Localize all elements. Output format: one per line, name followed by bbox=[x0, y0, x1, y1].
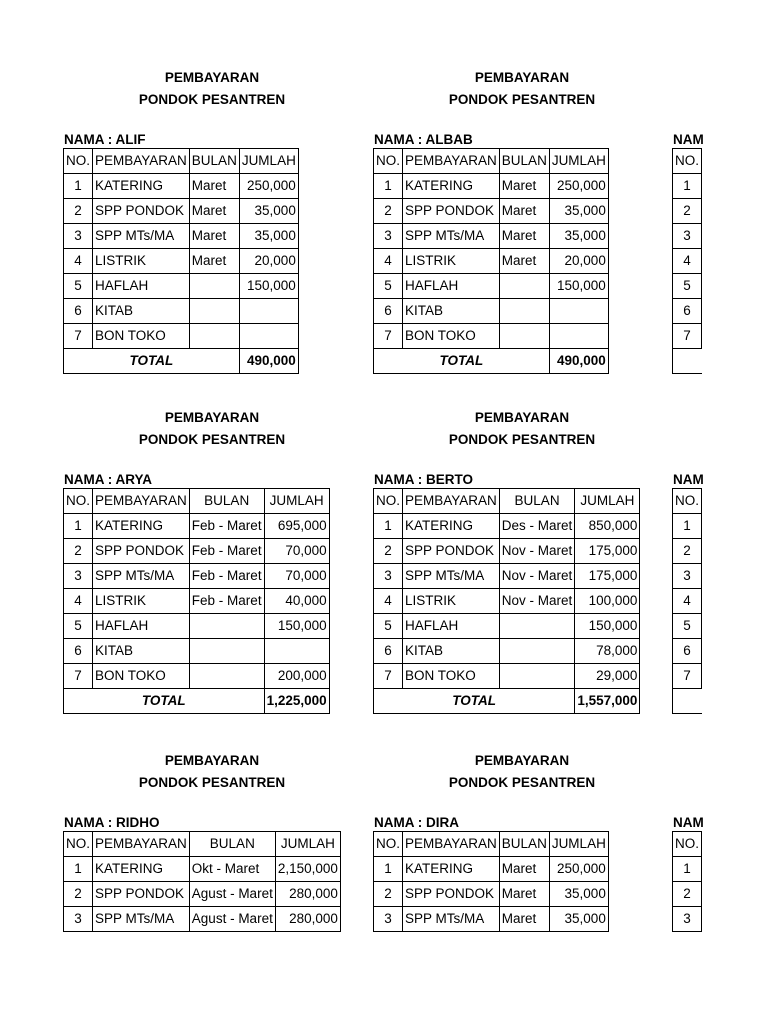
row-jumlah: 695,000 bbox=[264, 514, 329, 539]
partial-header-row bbox=[673, 489, 702, 514]
row-no: 1 bbox=[64, 857, 93, 882]
row-no: 3 bbox=[64, 907, 93, 932]
table-row bbox=[374, 199, 609, 224]
row-bulan bbox=[499, 299, 549, 324]
row-jumlah bbox=[549, 299, 608, 324]
row-jumlah: 20,000 bbox=[549, 249, 608, 274]
row-item: HAFLAH bbox=[93, 614, 190, 639]
table-row bbox=[64, 882, 341, 907]
table-row bbox=[374, 857, 609, 882]
total-label: TOTAL bbox=[374, 689, 575, 714]
card-title-line1: PEMBAYARAN bbox=[474, 753, 570, 768]
row-no: 3 bbox=[374, 564, 403, 589]
row-jumlah: 40,000 bbox=[264, 589, 329, 614]
partial-row bbox=[673, 514, 702, 539]
table-row bbox=[374, 589, 640, 614]
row-jumlah: 250,000 bbox=[549, 857, 608, 882]
table-row bbox=[64, 324, 299, 349]
row-jumlah: 280,000 bbox=[275, 907, 340, 932]
row-jumlah: 70,000 bbox=[264, 539, 329, 564]
row-no: 2 bbox=[374, 539, 403, 564]
row-item: SPP MTs/MA bbox=[93, 907, 190, 932]
card-title-line2: PONDOK PESANTREN bbox=[448, 92, 596, 107]
row-bulan bbox=[189, 324, 239, 349]
row-item: SPP MTs/MA bbox=[93, 564, 190, 589]
partial-row bbox=[673, 882, 702, 907]
row-no: 6 bbox=[64, 299, 93, 324]
partial-header-no: NO. bbox=[673, 489, 702, 514]
partial-row bbox=[673, 857, 702, 882]
row-bulan: Maret bbox=[189, 199, 239, 224]
row-item: HAFLAH bbox=[403, 614, 500, 639]
total-label: TOTAL bbox=[64, 689, 265, 714]
partial-column bbox=[672, 488, 698, 714]
total-row bbox=[64, 349, 299, 374]
table-row bbox=[374, 539, 640, 564]
col-header-jumlah: JUMLAH bbox=[264, 489, 329, 514]
row-jumlah: 35,000 bbox=[239, 199, 298, 224]
row-no: 7 bbox=[374, 324, 403, 349]
col-header-jumlah: JUMLAH bbox=[549, 832, 608, 857]
row-no: 7 bbox=[64, 324, 93, 349]
table-row bbox=[374, 882, 609, 907]
table-row bbox=[64, 249, 299, 274]
row-item: BON TOKO bbox=[93, 664, 190, 689]
partial-row-no: 1 bbox=[673, 514, 702, 539]
partial-header-no: NO. bbox=[673, 832, 702, 857]
row-jumlah: 35,000 bbox=[549, 224, 608, 249]
row-no: 3 bbox=[64, 224, 93, 249]
row-bulan: Maret bbox=[499, 249, 549, 274]
col-header-pembayaran: PEMBAYARAN bbox=[403, 832, 500, 857]
row-no: 5 bbox=[64, 614, 93, 639]
partial-header-row bbox=[673, 832, 702, 857]
partial-name-label: NAM bbox=[673, 815, 704, 830]
row-no: 6 bbox=[64, 639, 93, 664]
card-title-line1: PEMBAYARAN bbox=[164, 70, 260, 85]
card-title-line2: PONDOK PESANTREN bbox=[138, 432, 286, 447]
col-header-bulan: BULAN bbox=[189, 149, 239, 174]
row-no: 2 bbox=[374, 882, 403, 907]
payment-table bbox=[63, 488, 330, 714]
row-item: HAFLAH bbox=[93, 274, 190, 299]
partial-header-row bbox=[673, 149, 702, 174]
row-jumlah: 150,000 bbox=[239, 274, 298, 299]
table-row bbox=[64, 174, 299, 199]
row-item: BON TOKO bbox=[403, 324, 500, 349]
row-no: 4 bbox=[374, 249, 403, 274]
row-bulan: Okt - Maret bbox=[189, 857, 275, 882]
total-row bbox=[64, 689, 330, 714]
row-jumlah: 2,150,000 bbox=[275, 857, 340, 882]
student-name: NAMA : ALBAB bbox=[374, 132, 473, 147]
row-item: SPP MTs/MA bbox=[403, 224, 500, 249]
partial-column bbox=[672, 148, 698, 374]
partial-row-no: 2 bbox=[673, 199, 702, 224]
row-item: KATERING bbox=[403, 514, 500, 539]
card-title-line2: PONDOK PESANTREN bbox=[138, 775, 286, 790]
table-row bbox=[64, 224, 299, 249]
partial-row bbox=[673, 589, 702, 614]
row-bulan: Feb - Maret bbox=[189, 564, 264, 589]
row-item: LISTRIK bbox=[403, 249, 500, 274]
col-header-pembayaran: PEMBAYARAN bbox=[403, 149, 500, 174]
row-no: 4 bbox=[64, 249, 93, 274]
student-name: NAMA : ARYA bbox=[64, 472, 153, 487]
partial-row-no: 2 bbox=[673, 539, 702, 564]
table-row bbox=[64, 299, 299, 324]
partial-row bbox=[673, 539, 702, 564]
partial-total-row bbox=[673, 689, 702, 714]
row-jumlah: 250,000 bbox=[239, 174, 298, 199]
row-jumlah: 850,000 bbox=[575, 514, 640, 539]
row-bulan: Maret bbox=[499, 857, 549, 882]
row-bulan: Maret bbox=[499, 224, 549, 249]
col-header-bulan: BULAN bbox=[499, 832, 549, 857]
row-no: 5 bbox=[374, 614, 403, 639]
row-bulan bbox=[499, 664, 575, 689]
row-no: 2 bbox=[64, 539, 93, 564]
table-row bbox=[374, 299, 609, 324]
row-bulan: Nov - Maret bbox=[499, 564, 575, 589]
row-item: LISTRIK bbox=[403, 589, 500, 614]
table-row bbox=[374, 664, 640, 689]
table-row bbox=[374, 564, 640, 589]
row-no: 5 bbox=[374, 274, 403, 299]
row-jumlah: 35,000 bbox=[549, 882, 608, 907]
table-row bbox=[64, 664, 330, 689]
partial-row bbox=[673, 907, 702, 932]
row-jumlah: 250,000 bbox=[549, 174, 608, 199]
total-row bbox=[374, 689, 640, 714]
table-row bbox=[374, 249, 609, 274]
row-jumlah: 35,000 bbox=[549, 907, 608, 932]
row-jumlah bbox=[264, 639, 329, 664]
partial-row-no: 6 bbox=[673, 299, 702, 324]
row-jumlah: 29,000 bbox=[575, 664, 640, 689]
partial-row bbox=[673, 664, 702, 689]
row-no: 2 bbox=[64, 882, 93, 907]
partial-row-no: 7 bbox=[673, 664, 702, 689]
row-bulan: Maret bbox=[499, 882, 549, 907]
row-item: KATERING bbox=[93, 857, 190, 882]
row-no: 6 bbox=[374, 639, 403, 664]
row-no: 4 bbox=[64, 589, 93, 614]
row-item: KATERING bbox=[93, 174, 190, 199]
partial-row bbox=[673, 199, 702, 224]
table-row bbox=[374, 274, 609, 299]
row-bulan bbox=[189, 299, 239, 324]
table-row bbox=[64, 589, 330, 614]
card-title-line2: PONDOK PESANTREN bbox=[448, 432, 596, 447]
row-item: SPP PONDOK bbox=[93, 882, 190, 907]
total-amount: 490,000 bbox=[549, 349, 608, 374]
partial-row bbox=[673, 324, 702, 349]
row-item: KITAB bbox=[403, 639, 500, 664]
table-row bbox=[374, 639, 640, 664]
row-bulan: Agust - Maret bbox=[189, 907, 275, 932]
partial-row-no: 7 bbox=[673, 324, 702, 349]
row-no: 6 bbox=[374, 299, 403, 324]
row-item: HAFLAH bbox=[403, 274, 500, 299]
table-header-row bbox=[374, 149, 609, 174]
total-amount: 1,557,000 bbox=[575, 689, 640, 714]
row-bulan: Agust - Maret bbox=[189, 882, 275, 907]
col-header-no: NO. bbox=[64, 149, 93, 174]
table-row bbox=[64, 514, 330, 539]
row-no: 3 bbox=[374, 907, 403, 932]
col-header-pembayaran: PEMBAYARAN bbox=[93, 489, 190, 514]
table-row bbox=[64, 199, 299, 224]
partial-row-no: 1 bbox=[673, 174, 702, 199]
row-no: 7 bbox=[64, 664, 93, 689]
partial-name-label: NAM bbox=[673, 132, 704, 147]
row-no: 7 bbox=[374, 664, 403, 689]
row-bulan: Nov - Maret bbox=[499, 539, 575, 564]
row-item: SPP MTs/MA bbox=[403, 564, 500, 589]
row-bulan: Feb - Maret bbox=[189, 514, 264, 539]
row-item: SPP MTs/MA bbox=[93, 224, 190, 249]
row-no: 3 bbox=[64, 564, 93, 589]
partial-total-cell bbox=[673, 689, 702, 714]
partial-row bbox=[673, 299, 702, 324]
row-bulan bbox=[499, 324, 549, 349]
row-jumlah: 175,000 bbox=[575, 564, 640, 589]
col-header-no: NO. bbox=[374, 832, 403, 857]
row-no: 1 bbox=[64, 174, 93, 199]
row-jumlah bbox=[239, 324, 298, 349]
partial-row bbox=[673, 614, 702, 639]
table-row bbox=[374, 907, 609, 932]
table-header-row bbox=[64, 489, 330, 514]
table-row bbox=[64, 614, 330, 639]
payment-table bbox=[373, 488, 640, 714]
partial-column bbox=[672, 831, 698, 932]
partial-row bbox=[673, 564, 702, 589]
row-bulan: Maret bbox=[499, 907, 549, 932]
student-name: NAMA : DIRA bbox=[374, 815, 459, 830]
row-item: KITAB bbox=[93, 639, 190, 664]
row-item: SPP PONDOK bbox=[403, 539, 500, 564]
row-item: SPP PONDOK bbox=[93, 539, 190, 564]
card-title-line1: PEMBAYARAN bbox=[474, 70, 570, 85]
table-row bbox=[64, 564, 330, 589]
row-bulan bbox=[189, 639, 264, 664]
row-bulan bbox=[189, 614, 264, 639]
partial-row-no: 3 bbox=[673, 907, 702, 932]
row-bulan: Maret bbox=[189, 174, 239, 199]
row-bulan: Maret bbox=[189, 249, 239, 274]
col-header-bulan: BULAN bbox=[189, 489, 264, 514]
row-jumlah: 175,000 bbox=[575, 539, 640, 564]
payment-table bbox=[373, 148, 609, 374]
partial-row-no: 6 bbox=[673, 639, 702, 664]
total-label: TOTAL bbox=[374, 349, 550, 374]
table-row bbox=[64, 907, 341, 932]
row-bulan: Maret bbox=[499, 174, 549, 199]
row-item: KITAB bbox=[403, 299, 500, 324]
card-title-line2: PONDOK PESANTREN bbox=[138, 92, 286, 107]
partial-row bbox=[673, 249, 702, 274]
col-header-jumlah: JUMLAH bbox=[275, 832, 340, 857]
table-row bbox=[64, 274, 299, 299]
total-amount: 490,000 bbox=[239, 349, 298, 374]
row-item: SPP PONDOK bbox=[403, 882, 500, 907]
student-name: NAMA : RIDHO bbox=[64, 815, 160, 830]
card-title-line1: PEMBAYARAN bbox=[474, 410, 570, 425]
row-bulan bbox=[499, 639, 575, 664]
col-header-jumlah: JUMLAH bbox=[549, 149, 608, 174]
card-title-line1: PEMBAYARAN bbox=[164, 410, 260, 425]
card-title-line2: PONDOK PESANTREN bbox=[448, 775, 596, 790]
row-no: 2 bbox=[64, 199, 93, 224]
col-header-bulan: BULAN bbox=[499, 149, 549, 174]
row-bulan bbox=[189, 274, 239, 299]
table-row bbox=[374, 514, 640, 539]
card-title-line1: PEMBAYARAN bbox=[164, 753, 260, 768]
partial-row-no: 4 bbox=[673, 589, 702, 614]
row-bulan: Des - Maret bbox=[499, 514, 575, 539]
col-header-jumlah: JUMLAH bbox=[575, 489, 640, 514]
row-no: 4 bbox=[374, 589, 403, 614]
table-row bbox=[374, 224, 609, 249]
partial-row-no: 2 bbox=[673, 882, 702, 907]
partial-row bbox=[673, 224, 702, 249]
row-bulan: Feb - Maret bbox=[189, 539, 264, 564]
col-header-jumlah: JUMLAH bbox=[239, 149, 298, 174]
row-no: 5 bbox=[64, 274, 93, 299]
col-header-no: NO. bbox=[374, 149, 403, 174]
table-header-row bbox=[374, 832, 609, 857]
total-row bbox=[374, 349, 609, 374]
table-row bbox=[374, 324, 609, 349]
table-row bbox=[374, 174, 609, 199]
row-item: LISTRIK bbox=[93, 589, 190, 614]
partial-name-label: NAM bbox=[673, 472, 704, 487]
row-jumlah: 78,000 bbox=[575, 639, 640, 664]
total-amount: 1,225,000 bbox=[264, 689, 329, 714]
row-bulan: Feb - Maret bbox=[189, 589, 264, 614]
partial-header-no: NO. bbox=[673, 149, 702, 174]
row-no: 3 bbox=[374, 224, 403, 249]
row-item: LISTRIK bbox=[93, 249, 190, 274]
partial-total-cell bbox=[673, 349, 702, 374]
row-jumlah: 20,000 bbox=[239, 249, 298, 274]
col-header-bulan: BULAN bbox=[499, 489, 575, 514]
row-item: KATERING bbox=[93, 514, 190, 539]
partial-row bbox=[673, 174, 702, 199]
partial-row-no: 5 bbox=[673, 274, 702, 299]
row-no: 1 bbox=[374, 857, 403, 882]
row-jumlah: 150,000 bbox=[549, 274, 608, 299]
col-header-bulan: BULAN bbox=[189, 832, 275, 857]
row-jumlah: 150,000 bbox=[264, 614, 329, 639]
row-item: KATERING bbox=[403, 857, 500, 882]
row-item: SPP PONDOK bbox=[93, 199, 190, 224]
col-header-pembayaran: PEMBAYARAN bbox=[93, 149, 190, 174]
row-no: 1 bbox=[64, 514, 93, 539]
row-jumlah: 35,000 bbox=[549, 199, 608, 224]
row-item: BON TOKO bbox=[93, 324, 190, 349]
total-label: TOTAL bbox=[64, 349, 240, 374]
row-no: 1 bbox=[374, 174, 403, 199]
partial-row-no: 4 bbox=[673, 249, 702, 274]
col-header-pembayaran: PEMBAYARAN bbox=[403, 489, 500, 514]
payment-table bbox=[373, 831, 609, 932]
row-bulan: Nov - Maret bbox=[499, 589, 575, 614]
table-header-row bbox=[64, 149, 299, 174]
col-header-no: NO. bbox=[64, 832, 93, 857]
col-header-no: NO. bbox=[374, 489, 403, 514]
table-header-row bbox=[374, 489, 640, 514]
partial-row bbox=[673, 274, 702, 299]
col-header-no: NO. bbox=[64, 489, 93, 514]
row-jumlah: 200,000 bbox=[264, 664, 329, 689]
payment-table bbox=[63, 831, 341, 932]
table-row bbox=[64, 639, 330, 664]
table-row bbox=[64, 857, 341, 882]
row-jumlah: 70,000 bbox=[264, 564, 329, 589]
table-header-row bbox=[64, 832, 341, 857]
row-jumlah: 150,000 bbox=[575, 614, 640, 639]
partial-row-no: 1 bbox=[673, 857, 702, 882]
partial-row bbox=[673, 639, 702, 664]
payment-table bbox=[63, 148, 299, 374]
col-header-pembayaran: PEMBAYARAN bbox=[93, 832, 190, 857]
row-item: KATERING bbox=[403, 174, 500, 199]
row-jumlah: 280,000 bbox=[275, 882, 340, 907]
partial-row-no: 5 bbox=[673, 614, 702, 639]
row-item: BON TOKO bbox=[403, 664, 500, 689]
row-bulan bbox=[499, 274, 549, 299]
table-row bbox=[374, 614, 640, 639]
row-bulan: Maret bbox=[499, 199, 549, 224]
row-item: KITAB bbox=[93, 299, 190, 324]
partial-total-row bbox=[673, 349, 702, 374]
row-no: 1 bbox=[374, 514, 403, 539]
student-name: NAMA : BERTO bbox=[374, 472, 473, 487]
row-jumlah: 100,000 bbox=[575, 589, 640, 614]
row-bulan bbox=[189, 664, 264, 689]
partial-row-no: 3 bbox=[673, 564, 702, 589]
row-jumlah: 35,000 bbox=[239, 224, 298, 249]
row-jumlah bbox=[239, 299, 298, 324]
row-no: 2 bbox=[374, 199, 403, 224]
row-item: SPP MTs/MA bbox=[403, 907, 500, 932]
partial-row-no: 3 bbox=[673, 224, 702, 249]
row-item: SPP PONDOK bbox=[403, 199, 500, 224]
row-bulan bbox=[499, 614, 575, 639]
row-bulan: Maret bbox=[189, 224, 239, 249]
table-row bbox=[64, 539, 330, 564]
student-name: NAMA : ALIF bbox=[64, 132, 146, 147]
row-jumlah bbox=[549, 324, 608, 349]
